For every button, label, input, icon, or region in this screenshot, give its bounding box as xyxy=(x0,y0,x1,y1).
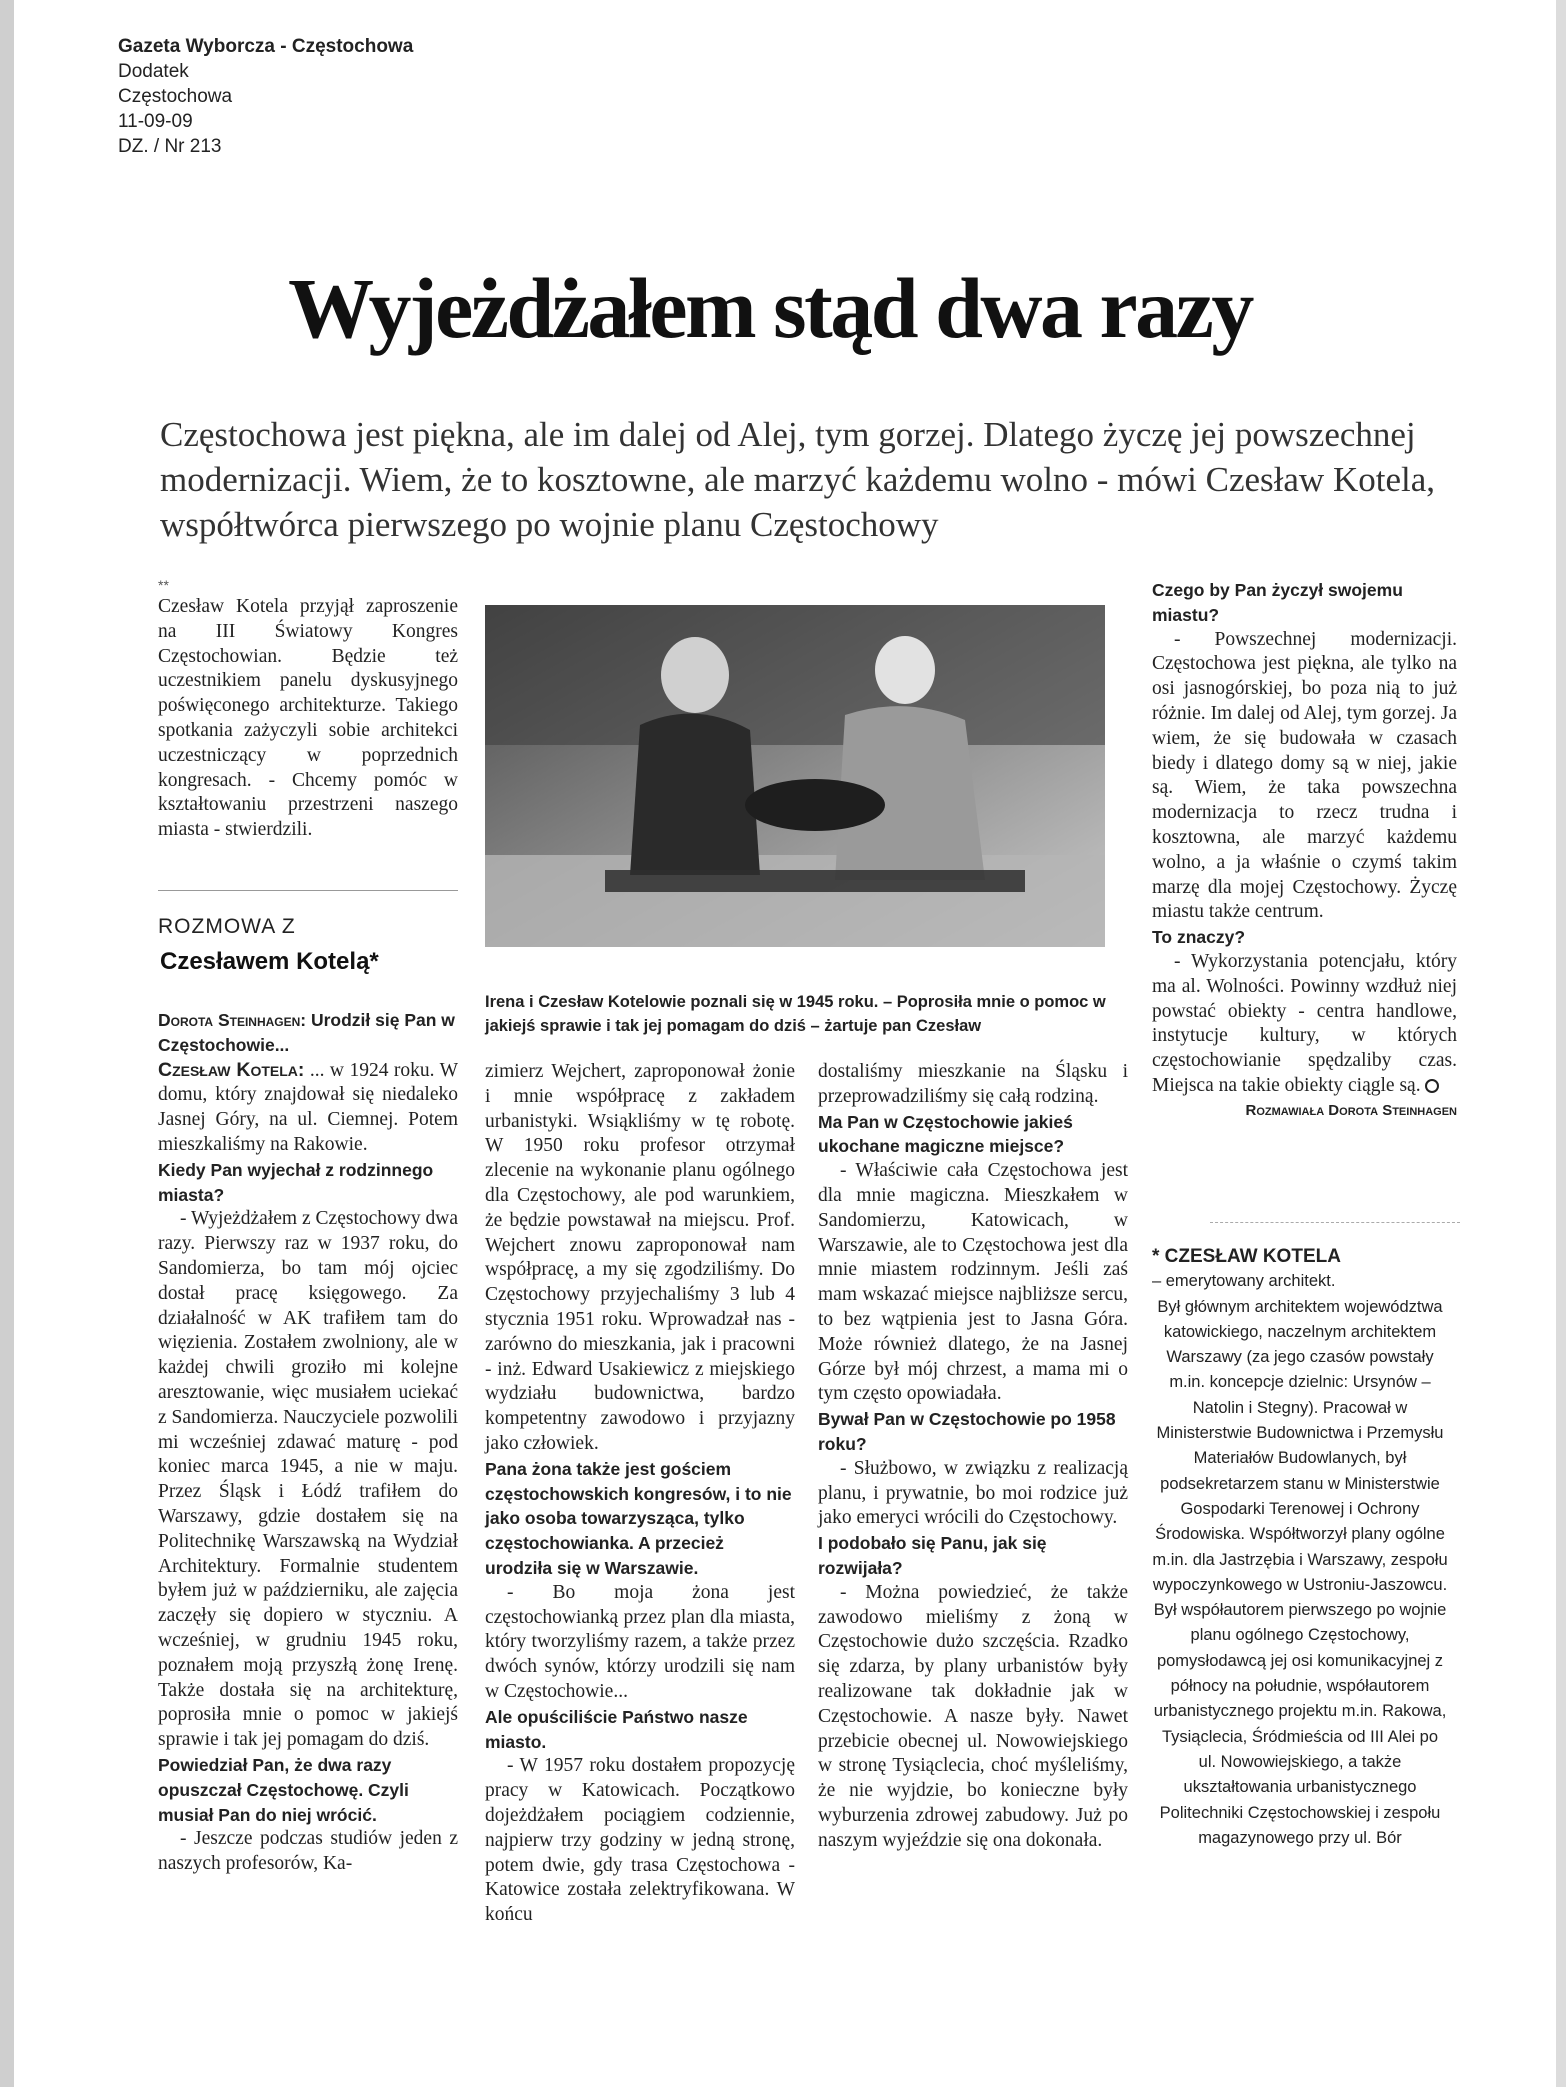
biography-box xyxy=(1152,1244,1448,1851)
question-5: Ale opuściliście Państwo nasze miasto. xyxy=(485,1706,748,1752)
question-3: Powiedział Pan, że dwa razy opuszczał Częstochowę. Czyli musiał Pan do niej wrócić. xyxy=(158,1754,409,1825)
scan-edge-left xyxy=(0,0,14,2087)
answer-3-continued: zimierz Wejchert, zaproponował żonie i mnie współpracę z zakładem urbanistyki. Wsiąkliśmy w tę robotę. W 1950 roku profesor otrzymał zlecenie na wykonanie planu ogólnego dla Częstochowy, ale pod warunkiem, że będzie powstawał na miejscu. Prof. Wejchert znowu zaproponował nam współpracę, a my się zgodziliśmy. Do Częstochowy przyjechaliśmy 3 lub 4 stycznia 1951 roku. Wprowadzał nas - zarówno do mieszkania, jak i pracowni - inż. Edward Usakiewicz z miejskiego wydziału budownictwa, bardzo kompetentny zawodowo i przyjazny jako człowiek. xyxy=(485,1061,795,1454)
headline: Wyjeżdżałem stąd dwa razy xyxy=(288,260,1252,356)
answer-2: - Wyjeżdżałem z Częstochowy dwa razy. Pierwszy raz w 1937 roku, do Sandomierza, bo tam mój ojciec dostał pracę księgowego. Za działalność w AK trafiłem tam do więzienia. Zostałem zwolniony, ale w każdej chwili groziło mi kolejne aresztowanie, więc musiałem uciekać z Sandomierza. Nauczyciele pozwolili mi wcześniej zdawać maturę - pod koniec marca 1945, a nie w maju. Przez Śląsk i Łódź trafiłem do Warszawy, gdzie dostałem się na Politechnikę Warszawską na Wydział Architektury. Formalnie studentem byłem już w październiku, ale zajęcia zaczęły się dopiero w styczniu. A wcześniej, w grudniu 1945 roku, poznałem moją przyszłą żonę Irenę. Także dostała się na architekturę, poprosiła mnie o pomoc w jakiejś sprawie i tak jej pomagam do dziś. xyxy=(158,1208,458,1751)
question-4: Pana żona także jest gościem częstochowskich kongresów, i to nie jako osoba towarzysząca, tylko częstochowianka. A przecież urodziła się w Warszawie. xyxy=(485,1458,792,1578)
article-photo xyxy=(485,605,1105,947)
clipping-supplement: Dodatek xyxy=(118,61,189,82)
answer-9: - Powszechnej modernizacji. Częstochowa jest piękna, ale tylko na osi jasnogórskiej, bo poza nią to już różnie. Im dalej od Alej, tym gorzej. Ja wiem, że się budowała w czasach biedy i dlatego domy są w niej, jakie są. Wiem, że taka powszechna modernizacja to rzecz trudna i kosztowna, ale marzyć każdemu wolno, a ja właśnie o czymś takim marzę dla mojej Częstochowy. Życzę miastu także centrum. xyxy=(1152,628,1457,923)
lead-paragraph: Częstochowa jest piękna, ale im dalej od Alej, tym gorzej. Dlatego życzę jej powszechnej modernizacji. Wiem, że to kosztowne, ale marzyć każdemu wolno - mówi Czesław Kotela, współtwórca pierwszego po wojnie planu Częstochowy xyxy=(160,415,1436,544)
question-7: Bywał Pan w Częstochowie po 1958 roku? xyxy=(818,1409,1116,1454)
clipping-city: Częstochowa xyxy=(118,86,233,107)
bio-title: * CZESŁAW KOTELA xyxy=(1152,1246,1341,1267)
article-column-2 xyxy=(485,1060,795,1928)
intro-text: Czesław Kotela przyjął zaproszenie na III Światowy Kongres Częstochowian. Będzie też uczestnikiem panelu dyskusyjnego poświęconego architekturze. Takiego spotkania zażyczyli sobie architekci uczestniczący w poprzednich kongresach. - Chcemy pomóc w kształtowaniu przestrzeni naszego miasta - stwierdzili. xyxy=(158,596,458,841)
intro-column xyxy=(158,595,458,843)
question-2: Kiedy Pan wyjechał z rodzinnego miasta? xyxy=(158,1159,434,1205)
clipping-date: 11-09-09 xyxy=(118,111,193,132)
article-column-3 xyxy=(818,1060,1128,1854)
question-10: To znaczy? xyxy=(1152,927,1246,948)
photo-caption: Irena i Czesław Kotelowie poznali się w 1945 roku. – Poprosiła mnie o pomoc w jakiejś sprawie i tak jej pomagam do dziś – żartuje pan Czesław xyxy=(485,993,1106,1035)
answer-5-continued: dostaliśmy mieszkanie na Śląsku i przeprowadziliśmy się całą rodziną. xyxy=(818,1061,1128,1107)
answer-1: Czesław Kotela: ... w 1924 roku. W domu, który znajdował się niedaleko Jasnej Góry, na ul. Ciemnej. Potem mieszkaliśmy na Rakowie. xyxy=(158,1058,458,1155)
bio-divider xyxy=(1210,1222,1460,1223)
clipping-source: Gazeta Wyborcza - Częstochowa xyxy=(118,36,414,57)
interviewer-signature: Rozmawiała Dorota Steinhagen xyxy=(1245,1101,1457,1119)
answer-10: - Wykorzystania potencjału, który ma al. Wolności. Powinny wzdłuż niej powstać obiekty - centra handlowe, instytucje kultury, w których częstochowianie spędzaliby czas. Miejsca na takie obiekty ciągle są. xyxy=(1152,950,1457,1096)
bio-first-line: – emerytowany architekt. xyxy=(1152,1272,1336,1291)
article-column-4 xyxy=(1152,578,1457,1124)
answer-3: - Jeszcze podczas studiów jeden z naszych profesorów, Ka- xyxy=(158,1828,458,1875)
question-8: I podobało się Panu, jak się rozwijała? xyxy=(818,1533,1047,1578)
woman-head xyxy=(661,637,729,713)
interviewee-name: Czesławem Kotelą* xyxy=(160,948,379,975)
intro-marker: ** xyxy=(158,577,169,593)
article-column-1 xyxy=(158,1008,458,1877)
intro-divider xyxy=(158,890,458,891)
man-head xyxy=(875,636,935,704)
answer-5: - W 1957 roku dostałem propozycję pracy w Katowicach. Początkowo dojeżdżałem pociągiem codziennie, najpierw trzy godziny w jedną stronę, potem dwie, gdy trasa Częstochowa - Katowice została zelektryfikowana. W końcu xyxy=(485,1755,795,1926)
clipping-info xyxy=(118,34,413,159)
basket xyxy=(745,779,885,831)
question-9: Czego by Pan życzył swojemu miastu? xyxy=(1152,580,1403,625)
end-mark-icon xyxy=(1425,1079,1439,1093)
woman-figure xyxy=(630,714,760,875)
question-1: Dorota Steinhagen: Urodził się Pan w Częstochowie... xyxy=(158,1010,455,1055)
answer-6: - Właściwie cała Częstochowa jest dla mnie magiczna. Mieszkałem w Sandomierzu, Katowicach, w Warszawie, ale to Częstochowa jest dla mnie miastem rodzinnym. Jeśli zaś mam wskazać miejsce najbliższe sercu, to bez wątpienia jest to Jasna Góra. Może również dlatego, że na Jasnej Górze był mój chrzest, a mama mi o tym często opowiadała. xyxy=(818,1160,1128,1405)
clipping-issue: DZ. / Nr 213 xyxy=(118,136,222,157)
answer-4: - Bo moja żona jest częstochowianką przez plan dla miasta, który tworzyliśmy razem, a także przez dwóch synów, którzy urodzili się nam w Częstochowie... xyxy=(485,1581,795,1702)
answer-7: - Służbowo, w związku z realizacją planu, i prywatnie, bo moi rodzice już jako emeryci wrócili do Częstochowy. xyxy=(818,1457,1128,1529)
question-6: Ma Pan w Częstochowie jakieś ukochane magiczne miejsce? xyxy=(818,1111,1073,1157)
scan-edge-right xyxy=(1556,0,1566,2087)
bio-text: Był głównym architektem województwa katowickiego, naczelnym architektem Warszawy (za jego czasów powstały m.in. koncepcje dzielnic: Ursynów – Natolin i Stegny). Pracował w Ministerstwie Budownictwa i Przemysłu Materiałów Budowlanych, był podsekretarzem stanu w Ministerstwie Gospodarki Terenowej i Ochrony Środowiska. Współtworzył plany ogólne m.in. dla Jastrzębia i Warszawy, zespołu wypoczynkowego w Ustroniu-Jaszowcu. Był współautorem pierwszego po wojnie planu ogólnego Częstochowy, pomysłodawcą jej osi komunikacyjnej z północy na południe, współautorem urbanistycznego projektu m.in. Rakowa, Tysiąclecia, Śródmieścia od III Alei po ul. Nowowiejskiego, a także ukształtowania urbanistycznego Politechniki Częstochowskiej i zespołu magazynowego przy ul. Bór xyxy=(1152,1297,1448,1847)
interview-label: ROZMOWA Z xyxy=(158,915,296,938)
answer-8: - Można powiedzieć, że także zawodowo mieliśmy z żoną w Częstochowie dużo szczęścia. Rzadko się zdarza, by plany urbanistów były realizowane tak dokładnie jak w Częstochowie. A nasze były. Nawet przebicie obecnej ul. Nowowiejskiego w stronę Tysiąclecia, choć myśleliśmy, że nie wyjdzie, bo konieczne były wyburzenia zdrowej zabudowy. Już po naszym wyjeździe się ona dokonała. xyxy=(818,1581,1128,1851)
